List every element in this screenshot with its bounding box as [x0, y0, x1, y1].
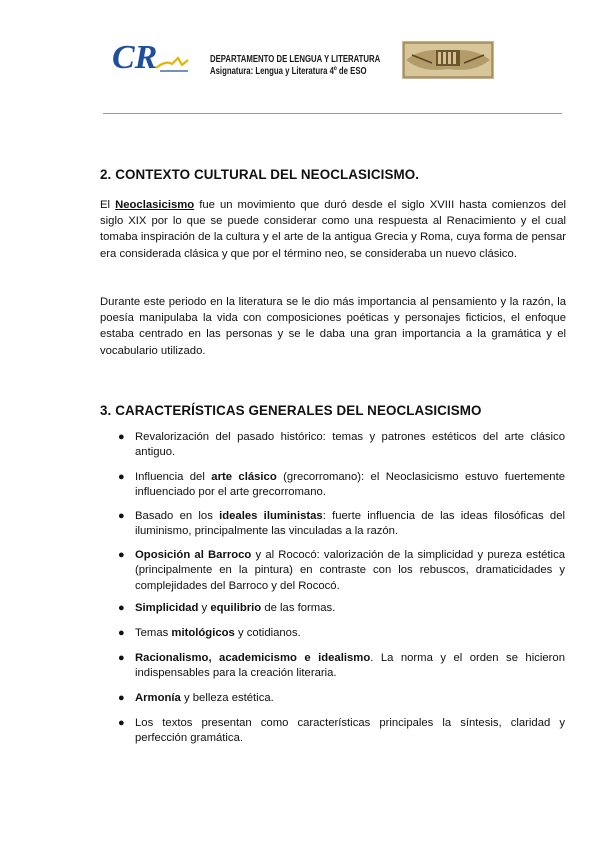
bullet-icon: ●	[118, 471, 125, 483]
bullet-icon: ●	[118, 549, 125, 561]
list-item-text: Racionalismo, academicismo e idealismo. La norma y el orden se hicieron indispensables para la creación literaria.	[135, 652, 565, 680]
page-header	[0, 0, 600, 120]
section-3-title: 3. CARACTERÍSTICAS GENERALES DEL NEOCLASICISMO	[100, 403, 482, 418]
header-divider	[103, 113, 562, 114]
department-name: DEPARTAMENTO DE LENGUA Y LITERATURA	[210, 53, 381, 65]
list-item-text: Revalorización del pasado histórico: temas y patrones estéticos del arte clásico antiguo.	[135, 431, 565, 459]
section-2-paragraph-2: Durante este periodo en la literatura se le dio más importancia al pensamiento y la razón, la poesía manipulaba la vida con composiciones poéticas y personajes ficticios, el enfoque estaba centrado en las personas y se le daba una gran importancia a la gramática y el vocabulario utilizado.	[100, 296, 566, 357]
bullet-icon: ●	[118, 692, 125, 704]
p1-lead: El	[100, 199, 116, 211]
bullet-icon: ●	[118, 627, 125, 639]
bullet-icon: ●	[118, 717, 125, 729]
section-2-title: 2. CONTEXTO CULTURAL DEL NEOCLASICISMO.	[100, 167, 420, 182]
department-info	[210, 53, 400, 77]
school-logo	[112, 38, 190, 78]
section-2-paragraph-1	[100, 197, 566, 262]
list-item-text: Influencia del arte clásico (grecorromano): el Neoclasicismo estuvo fuertemente influenciado por el arte grecorromano.	[135, 471, 565, 499]
bullet-icon: ●	[118, 602, 125, 614]
bullet-icon: ●	[118, 510, 125, 522]
logo-text: CR	[112, 39, 158, 76]
parchment-banner-image	[402, 41, 494, 79]
list-item-text: Temas mitológicos y cotidianos.	[135, 627, 301, 639]
subject-name: Asignatura: Lengua y Literatura 4º de ESO	[210, 65, 367, 77]
bullet-icon: ●	[118, 431, 125, 443]
list-item-text: Oposición al Barroco y al Rococó: valorización de la simplicidad y pureza estética (principalmente en la pintura) en contraste con los rebuscos, dramaticidades y complejidades del Barroco y del Rococó.	[135, 549, 565, 592]
list-item-text: Simplicidad y equilibrio de las formas.	[135, 602, 336, 614]
list-item-text: Armonía y belleza estética.	[135, 692, 274, 704]
list-item-text: Los textos presentan como características principales la síntesis, claridad y perfección gramática.	[135, 717, 565, 745]
p1-rest: fue un movimiento que duró desde el siglo XVIII hasta comienzos del siglo XIX por lo que se puede considerar como una respuesta al Renacimiento y el cual tomaba inspiración de la cultura y el arte de la antigua Grecia y Roma, cuya forma de pensar era considerada clásica y que por el término neo, se consideraba un nuevo clásico.	[100, 199, 566, 260]
p1-term-neoclasicismo: Neoclasicismo	[115, 199, 195, 211]
bullet-icon: ●	[118, 652, 125, 664]
list-item-text: Basado en los ideales iluministas: fuerte influencia de las ideas filosóficas del iluminismo, principalmente las vinculadas a la razón.	[135, 510, 565, 538]
